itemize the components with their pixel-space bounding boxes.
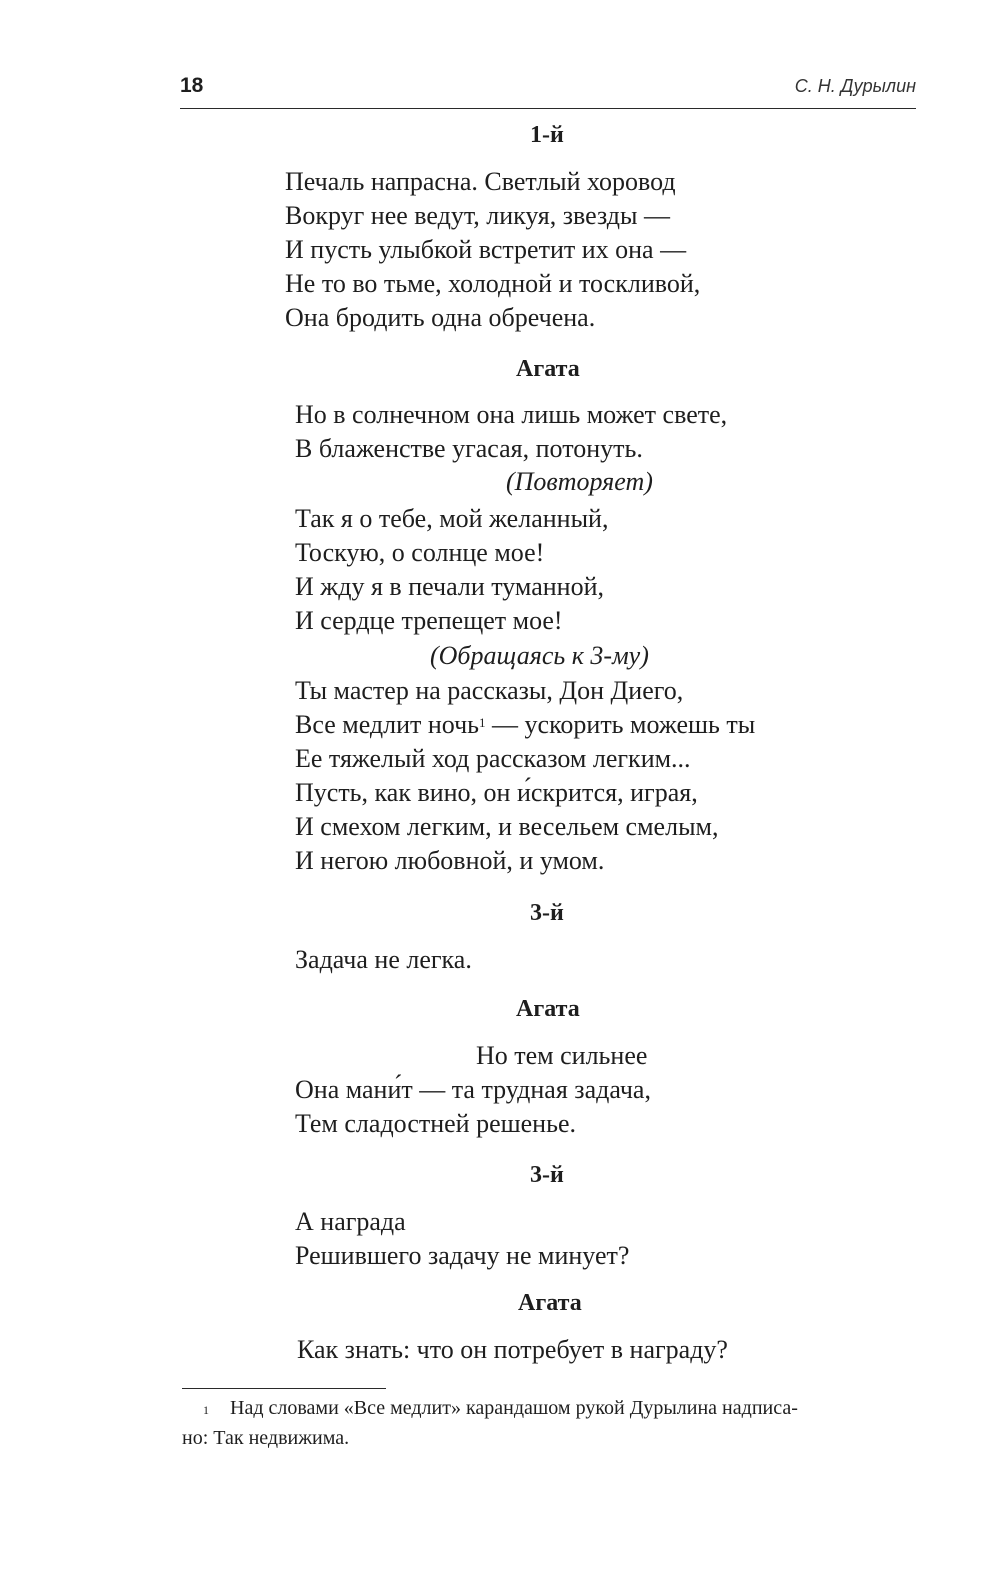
verse-block [295,502,608,638]
verse-line: Она бродить одна обречена. [285,303,596,332]
verse-line: И смехом легким, и весельем смелым, [295,812,719,841]
verse-line: Но в солнечном она лишь может свете, [295,400,728,429]
speaker-name: Агата [516,356,580,382]
verse-line: Вокруг нее ведут, ликуя, звезды — [285,201,670,230]
verse-block [476,1039,647,1073]
verse-line-part: Все медлит ночь [295,710,480,739]
verse-line: Тем сладостней решенье. [295,1109,576,1138]
page-number: 18 [180,74,204,97]
verse-line: Ее тяжелый ход рассказом легким... [295,744,691,773]
verse-block [295,674,755,878]
verse-line: А награда [295,1207,406,1236]
footnote-marker: 1 [203,1403,209,1417]
footnote-text: Над словами «Все медлит» карандашом рукой Дурылина надписа- [230,1397,798,1419]
speaker-name: 1-й [530,122,564,148]
speaker-name: 3-й [530,900,564,926]
verse-line: Как знать: что он потребует в награду? [297,1335,728,1364]
verse-block [295,943,472,977]
verse-line-part: — ускорить можешь ты [485,710,756,739]
verse-line: И сердце трепещет мое! [295,606,563,635]
verse-line: В блаженстве угасая, потонуть. [295,434,643,463]
running-head: С. Н. Дурылин [794,76,916,96]
footnote-divider [182,1388,386,1389]
stage-direction: (Повторяет) [506,467,653,496]
speaker-name: Агата [518,1290,582,1316]
verse-line: Тоскую, о солнце мое! [295,538,545,567]
verse-line: Она мани́т — та трудная задача, [295,1075,651,1104]
speaker-name: Агата [516,996,580,1022]
verse-line: И пусть улыбкой встретит их она — [285,235,687,264]
verse-line: Так я о тебе, мой желанный, [295,504,609,533]
verse-line: Решившего задачу не минует? [295,1241,630,1270]
footnote [182,1393,918,1453]
verse-line: Не то во тьме, холодной и тоскливой, [285,269,701,298]
verse-line: Печаль напрасна. Светлый хоровод [285,167,676,196]
verse-line: И негою любовной, и умом. [295,846,605,875]
verse-line: Пусть, как вино, он и́скрится, играя, [295,778,698,807]
verse-block [297,1333,728,1367]
verse-block [295,398,727,466]
speaker-name: 3-й [530,1162,564,1188]
stage-direction: (Обращаясь к 3-му) [430,641,649,670]
verse-line: Но тем сильнее [476,1041,648,1070]
verse-line: Ты мастер на рассказы, Дон Диего, [295,676,684,705]
verse-block [295,1205,629,1273]
verse-line: Задача не легка. [295,945,472,974]
verse-block [285,165,700,335]
footnote-text-continued: но: Так недвижима. [182,1427,350,1449]
page-header [180,70,916,109]
verse-line: И жду я в печали туманной, [295,572,604,601]
verse-block [295,1073,651,1141]
footnote-reference[interactable]: 1 [479,715,486,730]
verse-line [295,708,755,742]
